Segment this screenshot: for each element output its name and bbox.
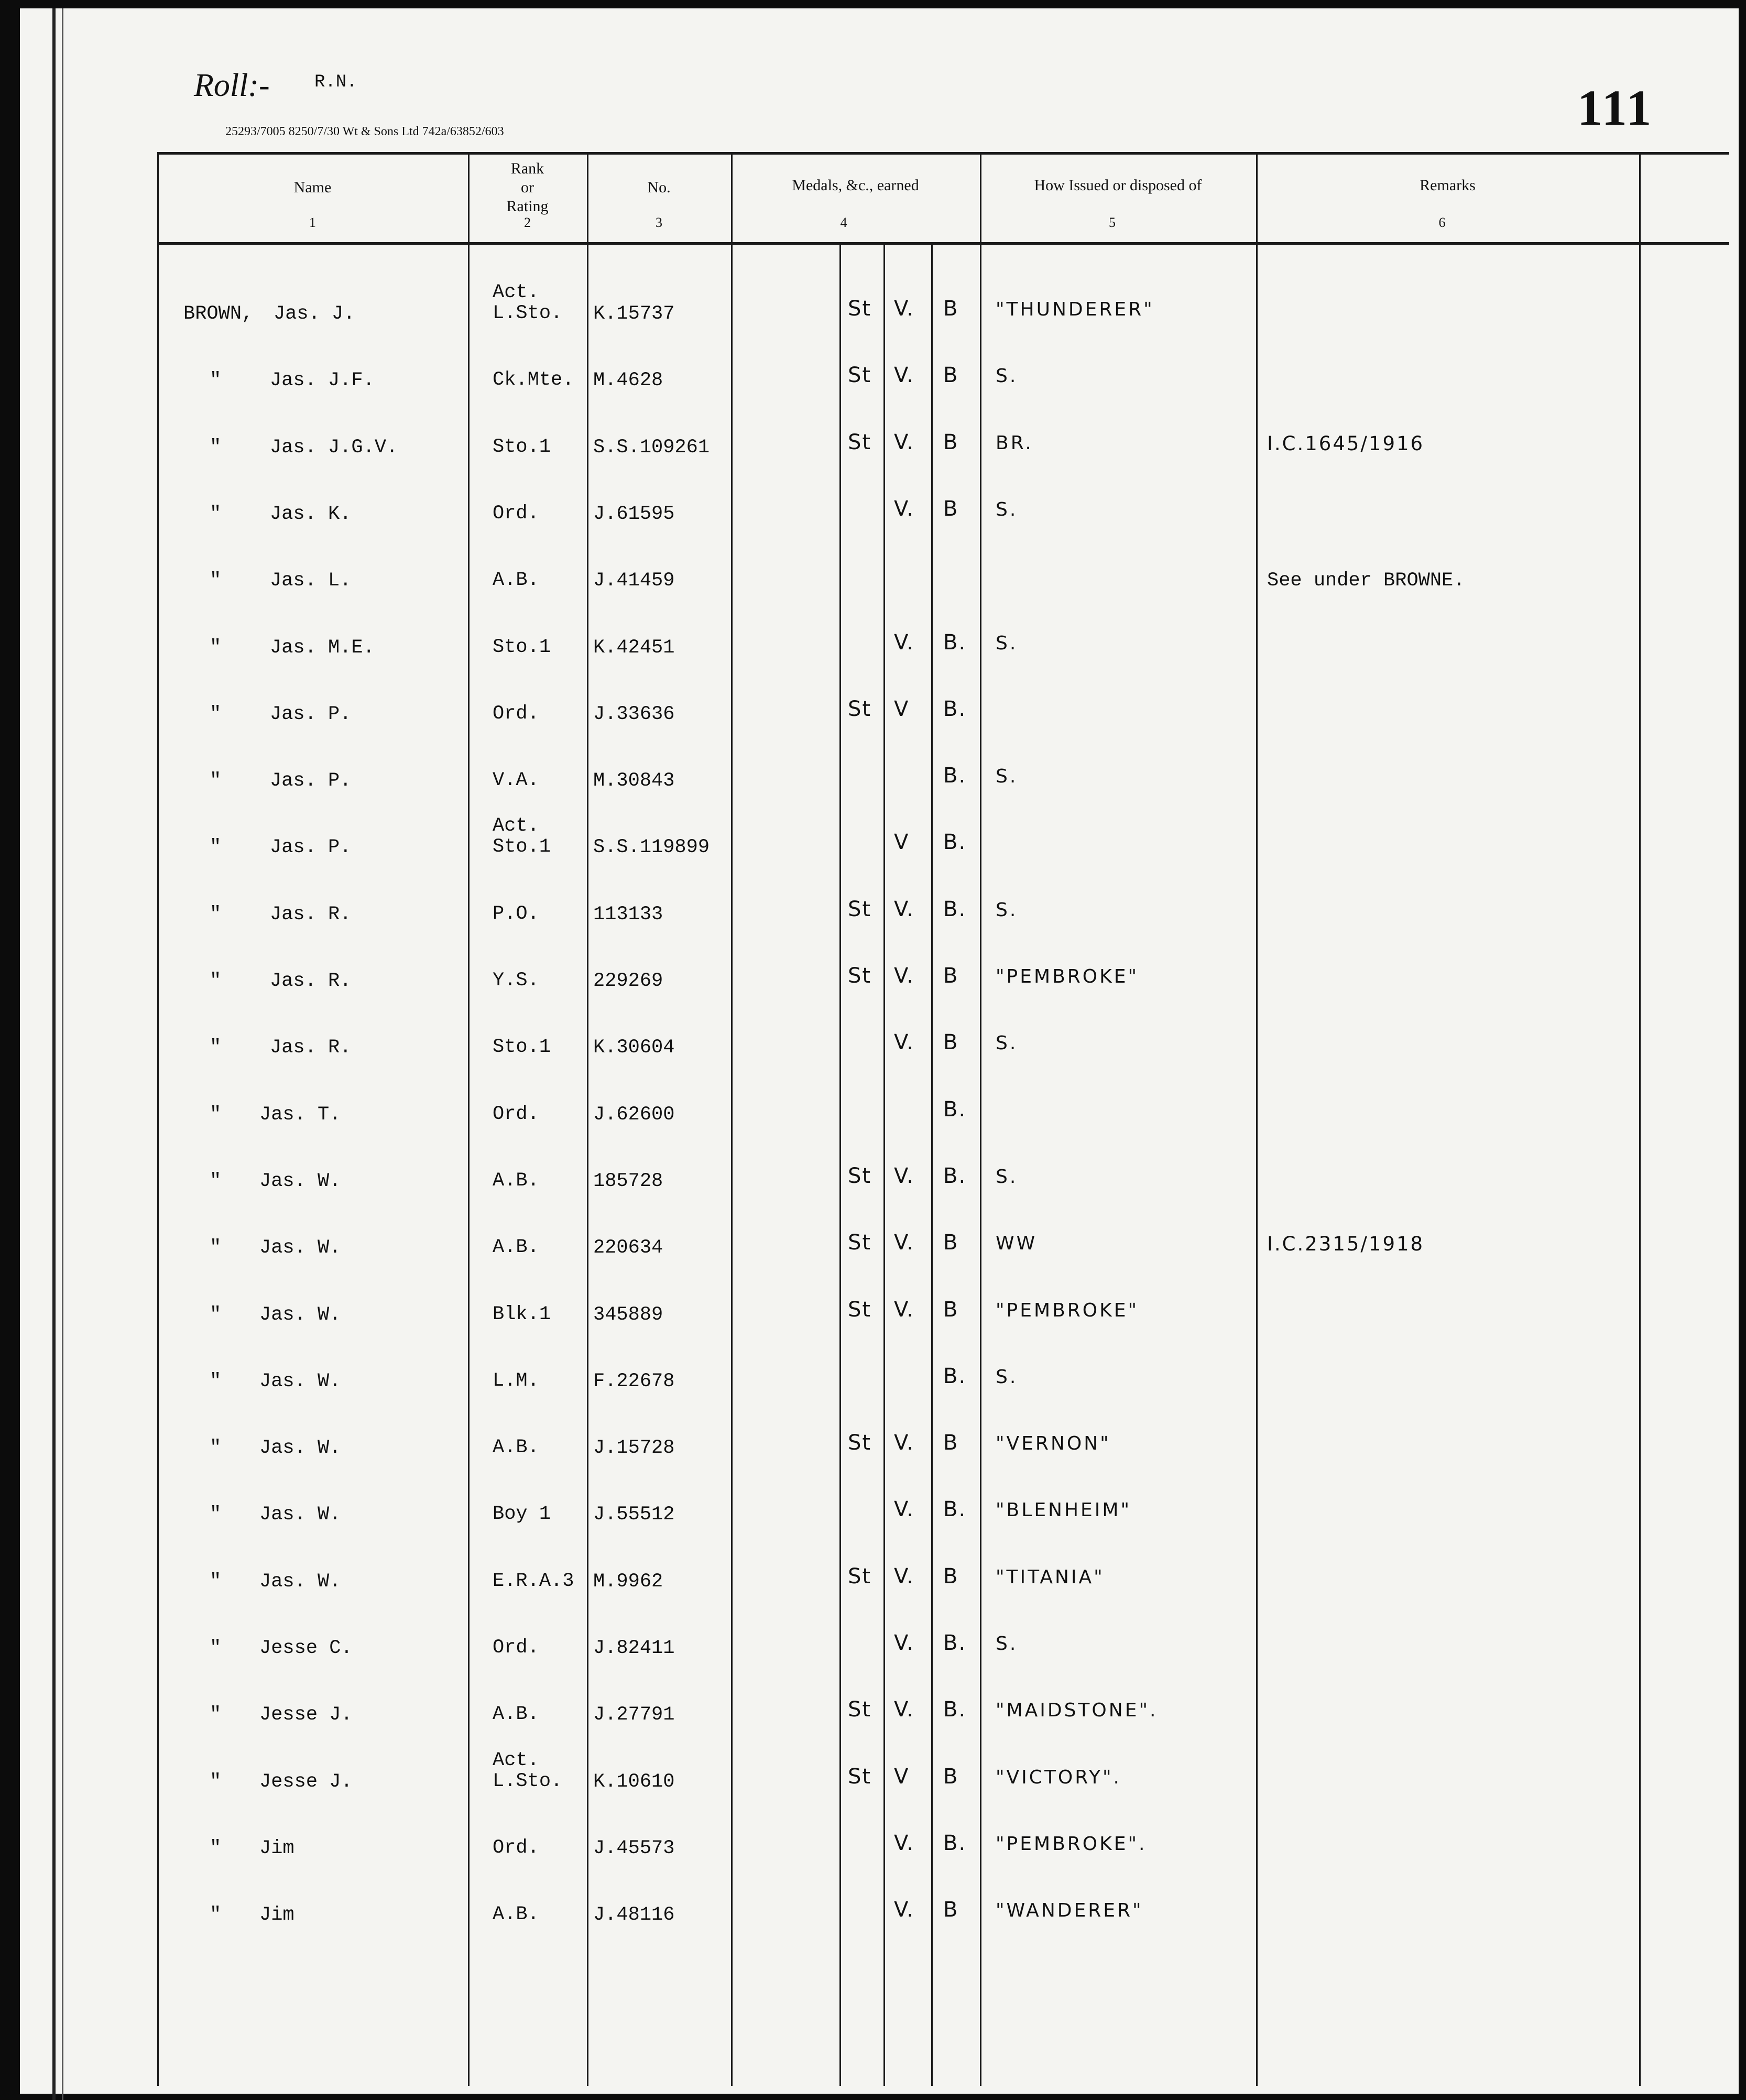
how-issued: "BLENHEIM" bbox=[996, 1499, 1132, 1521]
person-name: Jas. J.G.V. bbox=[270, 436, 398, 459]
medal-british: B bbox=[943, 1297, 959, 1322]
medal-victory: V bbox=[894, 830, 910, 855]
rank-rating: P.O. bbox=[493, 902, 539, 925]
service-number: J.61595 bbox=[593, 503, 675, 525]
ditto-mark: " bbox=[210, 970, 222, 992]
person-name: Jas. P. bbox=[270, 836, 352, 859]
medal-british: B bbox=[943, 496, 959, 521]
person-name: Jas. W. bbox=[259, 1170, 341, 1192]
header-name: Name bbox=[293, 179, 332, 196]
medal-victory: V. bbox=[894, 297, 914, 321]
medal-victory: V. bbox=[894, 1497, 914, 1522]
rank-rating: Act. Sto.1 bbox=[493, 815, 551, 858]
ditto-mark: " bbox=[210, 836, 222, 859]
person-name: Jas. R. bbox=[270, 903, 352, 926]
header-issued-num: 5 bbox=[1109, 215, 1116, 230]
ditto-mark: " bbox=[210, 369, 222, 392]
medal-british: B bbox=[943, 363, 959, 388]
header-no: No. bbox=[647, 179, 671, 196]
rank-rating: Act. L.Sto. bbox=[493, 1749, 563, 1792]
person-name: Jim bbox=[259, 1904, 294, 1927]
binding-line-inner bbox=[62, 8, 63, 2100]
how-issued: "WANDERER" bbox=[996, 1900, 1143, 1922]
person-name: Jas. W. bbox=[259, 1437, 341, 1460]
how-issued: "TITANIA" bbox=[996, 1566, 1105, 1588]
medal-star: St bbox=[848, 297, 872, 321]
medal-british: B bbox=[943, 1764, 959, 1789]
medal-british: B. bbox=[943, 1364, 967, 1388]
medal-victory: V. bbox=[894, 964, 914, 988]
medal-star: St bbox=[848, 897, 872, 921]
medal-star: St bbox=[848, 697, 872, 721]
medal-british: B. bbox=[943, 1163, 967, 1188]
rank-rating: Y.S. bbox=[493, 970, 539, 992]
person-name: Jesse J. bbox=[259, 1770, 353, 1793]
medal-british: B. bbox=[943, 1097, 967, 1122]
person-name: Jas. T. bbox=[259, 1103, 341, 1126]
medal-british: B bbox=[943, 1030, 959, 1055]
medal-british: B. bbox=[943, 764, 967, 788]
rank-rating: Ck.Mte. bbox=[493, 369, 574, 391]
rank-rating: Ord. bbox=[493, 702, 539, 725]
rank-rating: Blk.1 bbox=[493, 1303, 551, 1325]
service-number: S.S.119899 bbox=[593, 836, 710, 859]
service-number: J.82411 bbox=[593, 1637, 675, 1659]
medal-british: B. bbox=[943, 1831, 967, 1855]
how-issued: S. bbox=[996, 1366, 1018, 1388]
person-name: Jesse C. bbox=[259, 1637, 353, 1659]
header-rank: Rank or Rating bbox=[506, 160, 549, 215]
medal-victory: V. bbox=[894, 1631, 914, 1655]
page-number: 111 bbox=[1577, 80, 1654, 136]
ditto-mark: " bbox=[210, 1504, 222, 1526]
ditto-mark: " bbox=[210, 1837, 222, 1859]
medal-victory: V. bbox=[894, 1831, 914, 1855]
service-number: M.4628 bbox=[593, 369, 663, 392]
medal-british: B bbox=[943, 1564, 959, 1588]
service-number: K.42451 bbox=[593, 636, 675, 659]
service-number: M.30843 bbox=[593, 770, 675, 792]
service-number: K.15737 bbox=[593, 303, 675, 325]
ditto-mark: " bbox=[210, 1170, 222, 1192]
rank-rating: Ord. bbox=[493, 1103, 539, 1125]
ditto-mark: BROWN, bbox=[183, 303, 254, 325]
medal-victory: V bbox=[894, 697, 910, 721]
ditto-mark: " bbox=[210, 1370, 222, 1392]
rank-rating: A.B. bbox=[493, 1169, 539, 1192]
person-name: Jas. W. bbox=[259, 1570, 341, 1593]
ditto-mark: " bbox=[210, 1103, 222, 1126]
person-name: Jas. W. bbox=[259, 1370, 341, 1392]
how-issued: S. bbox=[996, 766, 1018, 788]
col-divider-6 bbox=[1256, 152, 1258, 2086]
scan-border-bottom bbox=[0, 2094, 1746, 2100]
rank-rating: Ord. bbox=[493, 1637, 539, 1659]
service-number: J.55512 bbox=[593, 1504, 675, 1526]
ditto-mark: " bbox=[210, 636, 222, 659]
col-divider-3 bbox=[587, 152, 588, 2086]
how-issued: S. bbox=[996, 1166, 1018, 1188]
service-number: 220634 bbox=[593, 1237, 663, 1259]
medal-british: B. bbox=[943, 1631, 967, 1655]
rank-rating: A.B. bbox=[493, 569, 539, 592]
medal-victory: V. bbox=[894, 1231, 914, 1255]
rank-rating: V.A. bbox=[493, 769, 539, 792]
ditto-mark: " bbox=[210, 1770, 222, 1793]
service-number: K.10610 bbox=[593, 1770, 675, 1793]
medal-british: B bbox=[943, 1431, 959, 1455]
medal-victory: V. bbox=[894, 897, 914, 921]
medal-british: B bbox=[943, 1898, 959, 1922]
how-issued: S. bbox=[996, 632, 1018, 654]
medal-british: B bbox=[943, 964, 959, 988]
service-number: J.48116 bbox=[593, 1904, 675, 1927]
service-number: K.30604 bbox=[593, 1037, 675, 1059]
header-issued: How Issued or disposed of bbox=[1034, 177, 1202, 194]
ditto-mark: " bbox=[210, 1437, 222, 1460]
person-name: Jas. W. bbox=[259, 1237, 341, 1259]
service-number: 185728 bbox=[593, 1170, 663, 1192]
header-remarks-num: 6 bbox=[1438, 215, 1446, 230]
medal-british: B bbox=[943, 430, 959, 454]
person-name: Jas. J.F. bbox=[270, 369, 375, 392]
medal-british: B. bbox=[943, 1698, 967, 1722]
medal-victory: V. bbox=[894, 430, 914, 454]
medal-victory: V. bbox=[894, 630, 914, 655]
remarks: See under BROWNE. bbox=[1267, 570, 1465, 592]
service-number: J.33636 bbox=[593, 703, 675, 725]
rank-rating: A.B. bbox=[493, 1437, 539, 1459]
person-name: Jim bbox=[259, 1837, 294, 1859]
medal-star: St bbox=[848, 1698, 872, 1722]
service-number: M.9962 bbox=[593, 1570, 663, 1593]
ditto-mark: " bbox=[210, 770, 222, 792]
person-name: Jas. M.E. bbox=[270, 636, 375, 659]
rank-rating: Sto.1 bbox=[493, 636, 551, 658]
header-medals-num: 4 bbox=[840, 215, 847, 230]
medal-victory: V. bbox=[894, 1564, 914, 1588]
service-number: J.62600 bbox=[593, 1103, 675, 1126]
col-divider-2 bbox=[468, 152, 470, 2086]
rank-rating: E.R.A.3 bbox=[493, 1570, 574, 1592]
col-divider-7 bbox=[1639, 152, 1641, 2086]
person-name: Jas. J. bbox=[274, 303, 355, 325]
medal-victory: V. bbox=[894, 1698, 914, 1722]
person-name: Jas. P. bbox=[270, 703, 352, 725]
ditto-mark: " bbox=[210, 903, 222, 926]
service-number: F.22678 bbox=[593, 1370, 675, 1392]
medal-british: B. bbox=[943, 830, 967, 855]
person-name: Jas. L. bbox=[270, 570, 352, 592]
medal-british: B bbox=[943, 297, 959, 321]
table-top-rule bbox=[157, 152, 1729, 155]
roll-value: R.N. bbox=[314, 72, 357, 92]
how-issued: "PEMBROKE" bbox=[996, 1299, 1139, 1321]
how-issued: "PEMBROKE" bbox=[996, 966, 1139, 987]
service-number: 113133 bbox=[593, 903, 663, 926]
medal-british: B. bbox=[943, 1497, 967, 1522]
medal-star: St bbox=[848, 363, 872, 388]
person-name: Jas. P. bbox=[270, 770, 352, 792]
ditto-mark: " bbox=[210, 570, 222, 592]
rank-rating: L.M. bbox=[493, 1369, 539, 1392]
how-issued: "VERNON" bbox=[996, 1433, 1111, 1455]
service-number: J.41459 bbox=[593, 570, 675, 592]
medal-star: St bbox=[848, 1431, 872, 1455]
col-divider-4 bbox=[731, 152, 733, 2086]
medal-star: St bbox=[848, 1764, 872, 1789]
ditto-mark: " bbox=[210, 1237, 222, 1259]
how-issued: S. bbox=[996, 1633, 1018, 1655]
person-name: Jas. R. bbox=[270, 1037, 352, 1059]
how-issued: "VICTORY". bbox=[996, 1766, 1121, 1788]
header-medals: Medals, &c., earned bbox=[792, 177, 919, 194]
service-number: J.45573 bbox=[593, 1837, 675, 1859]
service-number: 345889 bbox=[593, 1303, 663, 1326]
rank-rating: Ord. bbox=[493, 502, 539, 525]
header-rank-num: 2 bbox=[524, 215, 531, 230]
medal-star: St bbox=[848, 1163, 872, 1188]
person-name: Jesse J. bbox=[259, 1704, 353, 1726]
medal-star: St bbox=[848, 1297, 872, 1322]
service-number: J.27791 bbox=[593, 1704, 675, 1726]
person-name: Jas. K. bbox=[270, 503, 352, 525]
medal-victory: V. bbox=[894, 1297, 914, 1322]
ditto-mark: " bbox=[210, 1904, 222, 1927]
ditto-mark: " bbox=[210, 1303, 222, 1326]
medal-victory: V. bbox=[894, 1030, 914, 1055]
service-number: J.15728 bbox=[593, 1437, 675, 1460]
medal-victory: V. bbox=[894, 1431, 914, 1455]
remarks: I.C.1645/1916 bbox=[1267, 432, 1425, 455]
how-issued: "PEMBROKE". bbox=[996, 1833, 1147, 1855]
medal-victory: V. bbox=[894, 363, 914, 388]
medal-star: St bbox=[848, 964, 872, 988]
ditto-mark: " bbox=[210, 1037, 222, 1059]
medal-star: St bbox=[848, 1231, 872, 1255]
person-name: Jas. W. bbox=[259, 1504, 341, 1526]
medal-star: St bbox=[848, 1564, 872, 1588]
how-issued: S. bbox=[996, 498, 1018, 520]
rank-rating: Act. L.Sto. bbox=[493, 281, 563, 324]
header-remarks: Remarks bbox=[1420, 177, 1476, 194]
medal-star: St bbox=[848, 430, 872, 454]
ditto-mark: " bbox=[210, 503, 222, 525]
roll-label: Roll:- bbox=[194, 68, 270, 103]
how-issued: "THUNDERER" bbox=[996, 299, 1154, 320]
medal-victory: V. bbox=[894, 496, 914, 521]
medal-divider-1 bbox=[839, 242, 841, 2086]
ditto-mark: " bbox=[210, 1570, 222, 1593]
how-issued: WW bbox=[996, 1233, 1038, 1255]
medal-divider-2 bbox=[883, 242, 885, 2086]
medal-divider-3 bbox=[931, 242, 933, 2086]
ditto-mark: " bbox=[210, 1704, 222, 1726]
rank-rating: Sto.1 bbox=[493, 1036, 551, 1059]
scan-border-right bbox=[1739, 0, 1746, 2100]
service-number: 229269 bbox=[593, 970, 663, 992]
rank-rating: A.B. bbox=[493, 1236, 539, 1259]
person-name: Jas. R. bbox=[270, 970, 352, 992]
col-divider-1 bbox=[157, 152, 159, 2086]
binding-line bbox=[52, 8, 56, 2100]
rank-rating: A.B. bbox=[493, 1703, 539, 1726]
person-name: Jas. W. bbox=[259, 1303, 341, 1326]
ditto-mark: " bbox=[210, 436, 222, 459]
header-bottom-rule bbox=[157, 242, 1729, 245]
ditto-mark: " bbox=[210, 703, 222, 725]
rank-rating: Boy 1 bbox=[493, 1503, 551, 1526]
how-issued: "MAIDSTONE". bbox=[996, 1700, 1158, 1722]
how-issued: S. bbox=[996, 899, 1018, 921]
medal-victory: V. bbox=[894, 1163, 914, 1188]
medal-british: B bbox=[943, 1231, 959, 1255]
medal-victory: V bbox=[894, 1764, 910, 1789]
rank-rating: Ord. bbox=[493, 1836, 539, 1859]
how-issued: BR. bbox=[996, 432, 1033, 454]
header-no-num: 3 bbox=[656, 215, 662, 230]
medal-british: B. bbox=[943, 630, 967, 655]
rank-rating: A.B. bbox=[493, 1903, 539, 1926]
scan-border-top bbox=[0, 0, 1746, 8]
service-number: S.S.109261 bbox=[593, 436, 710, 459]
how-issued: S. bbox=[996, 365, 1018, 387]
medal-victory: V. bbox=[894, 1898, 914, 1922]
how-issued: S. bbox=[996, 1032, 1018, 1054]
header-name-num: 1 bbox=[309, 215, 316, 230]
scan-border-left bbox=[0, 0, 20, 2100]
ditto-mark: " bbox=[210, 1637, 222, 1659]
rank-rating: Sto.1 bbox=[493, 436, 551, 458]
medal-british: B. bbox=[943, 897, 967, 921]
printer-note: 25293/7005 8250/7/30 Wt & Sons Ltd 742a/63852/603 bbox=[225, 125, 504, 138]
remarks: I.C.2315/1918 bbox=[1267, 1233, 1425, 1256]
medal-british: B. bbox=[943, 697, 967, 721]
col-divider-5 bbox=[980, 152, 981, 2086]
